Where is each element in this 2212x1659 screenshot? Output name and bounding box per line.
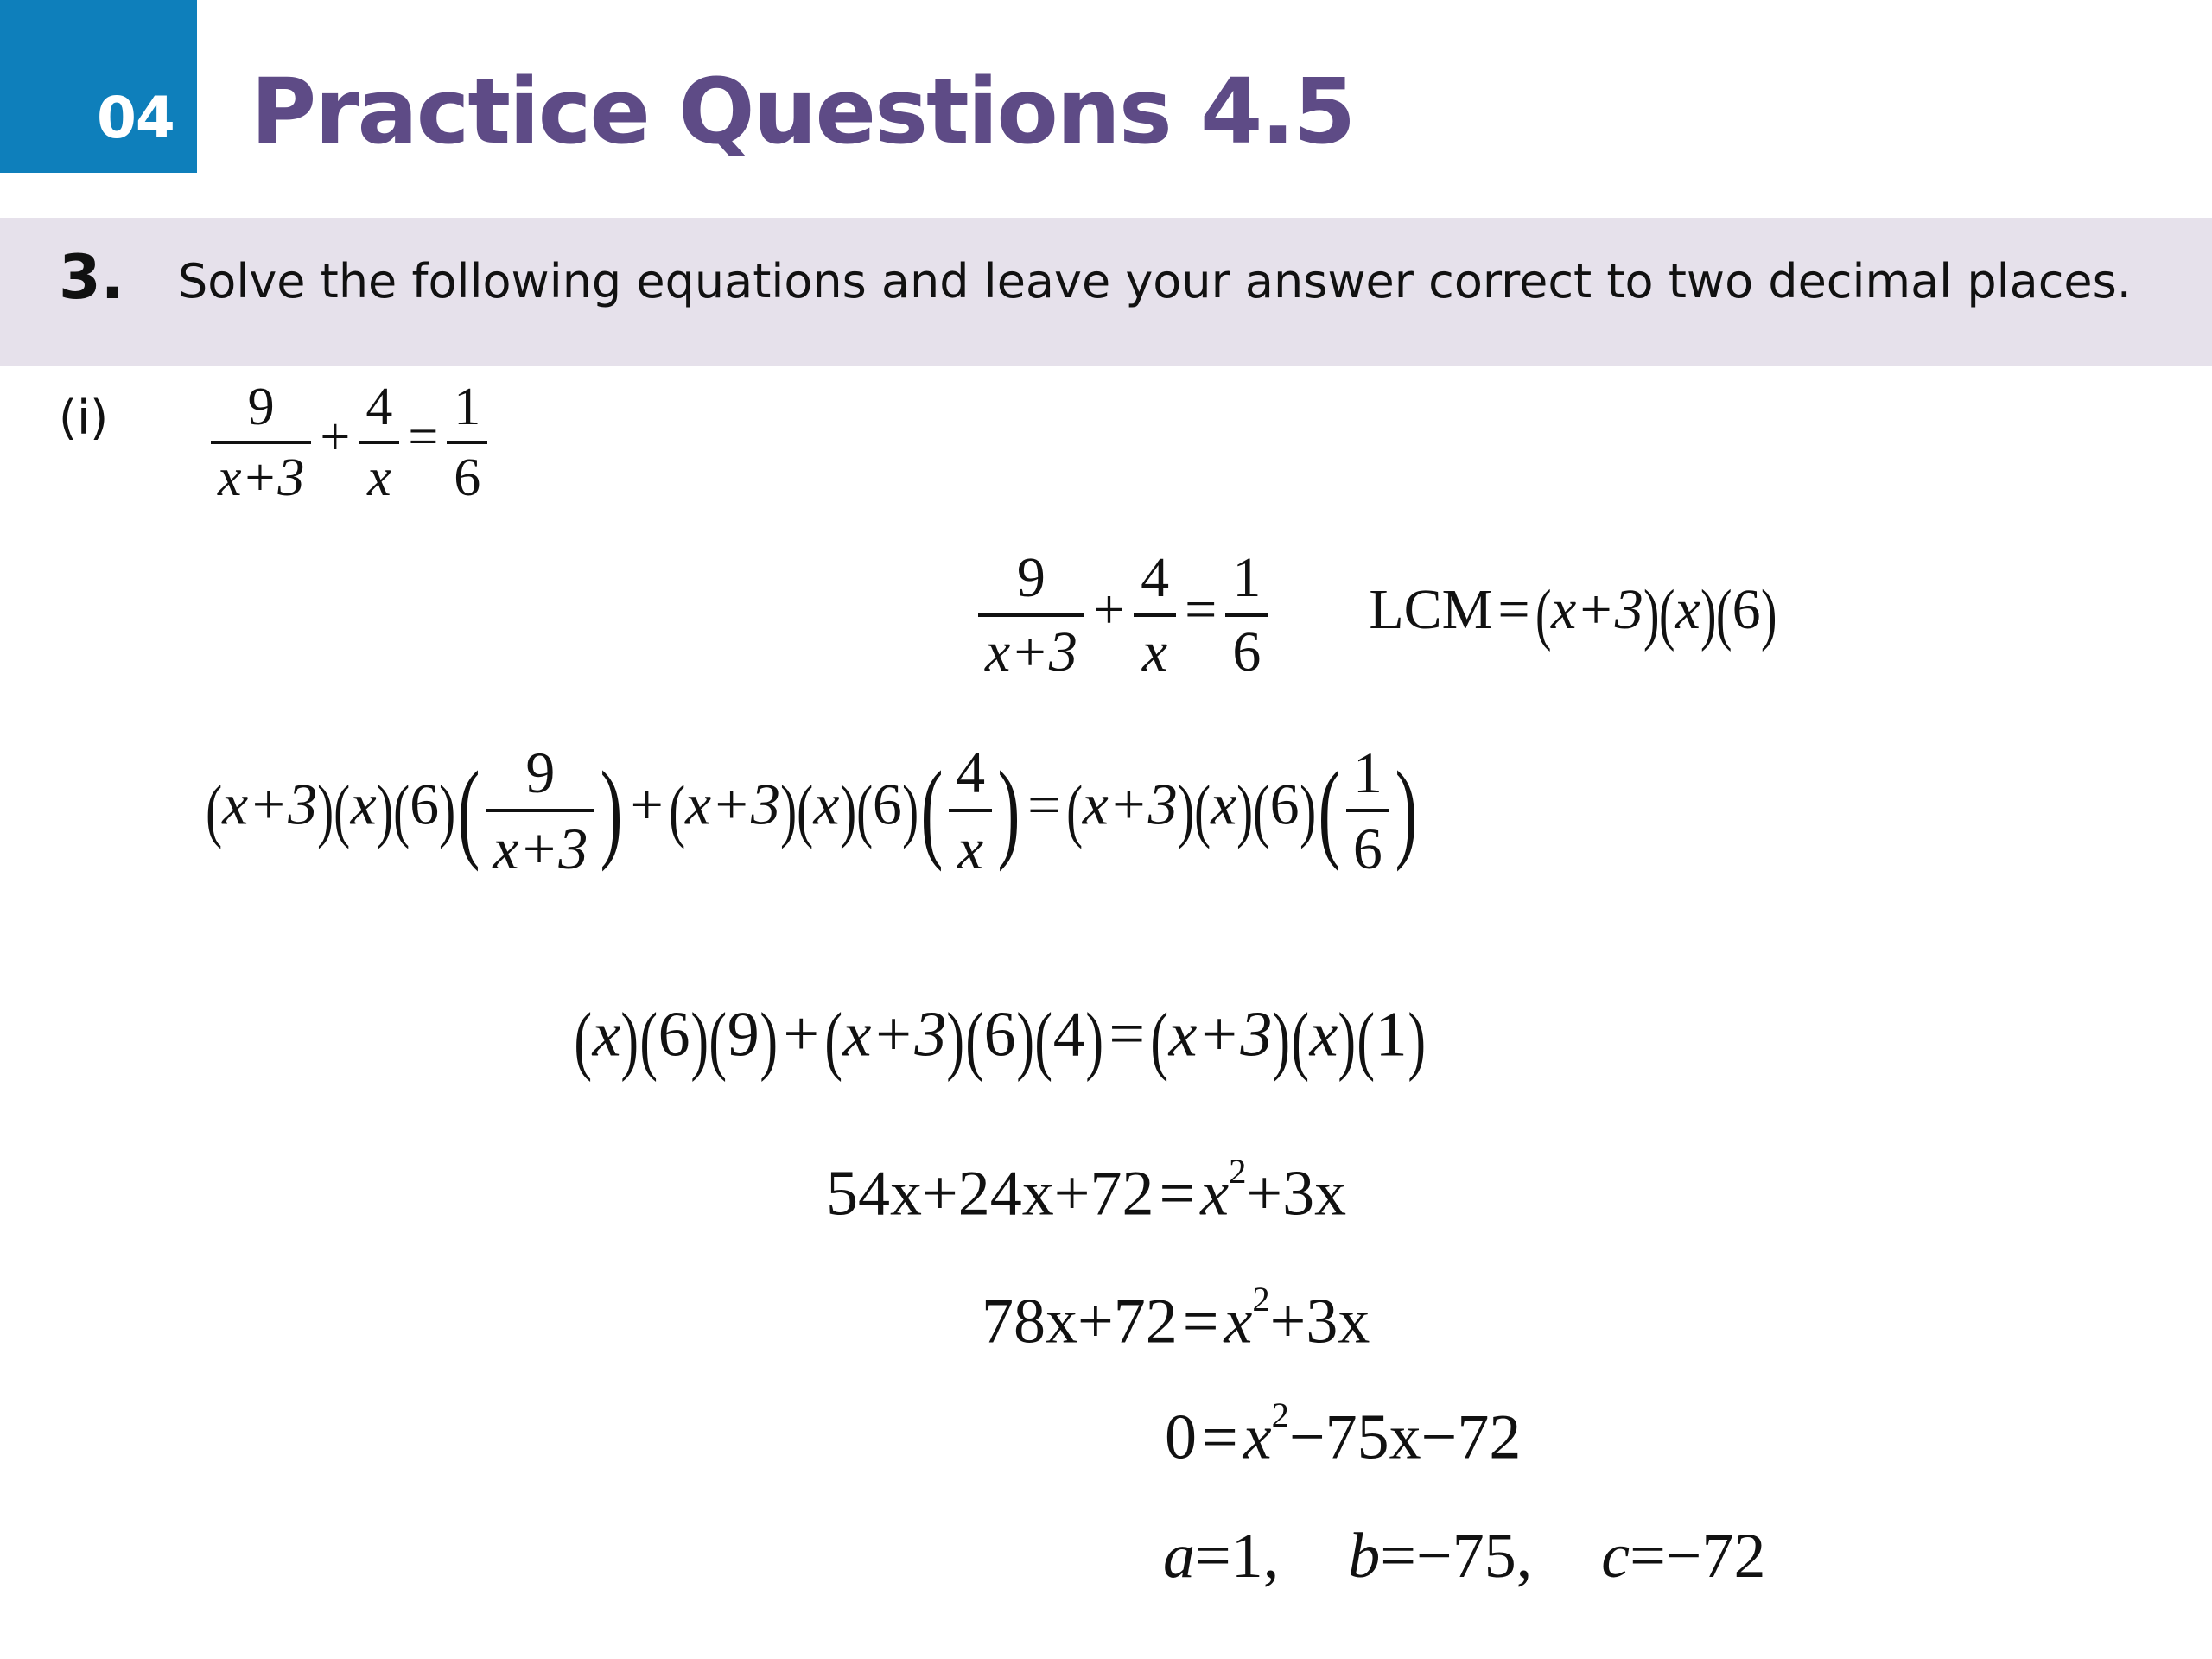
fraction: $\frac{4}{x}$ <box>1134 550 1176 681</box>
part-label: (i) <box>59 391 109 445</box>
chapter-number: 04 <box>97 85 175 151</box>
fraction: $\frac{9}{x+3}$ <box>978 550 1084 681</box>
question-number: 3. <box>59 242 124 313</box>
fraction: $\frac{1}{6}$ <box>1225 550 1268 681</box>
fraction: $\frac{1}{6}$ <box>1346 743 1389 878</box>
lcm-label: LCM <box>1369 578 1493 642</box>
fraction: $\frac{9}{x+3}$ <box>486 743 594 878</box>
step-3-equation: (x)(6)(9)+(x+3)(6)(4)=(x+3)(x)(1) <box>574 998 1426 1083</box>
coefficients-line: a=1, b=−75, c=−72 <box>1163 1521 1766 1592</box>
question-text: Solve the following equations and leave your answer correct to two decimal places. <box>178 254 2132 308</box>
fraction: $\frac{4}{x}$ <box>359 380 399 505</box>
fraction: $\frac{9}{x+3}$ <box>211 380 311 505</box>
step-6-equation: $0=x^2-75x-72$ <box>1165 1395 1522 1473</box>
step-4-equation: $54x+24x+72=x^2+3x$ <box>826 1152 1347 1230</box>
step-5-equation: $78x+72=x^2+3x$ <box>982 1280 1370 1357</box>
fraction: $\frac{4}{x}$ <box>949 743 992 878</box>
step-2-equation: (x+3)(x)(6)( $\frac{9}{x+3}$ ) +(x+3)(x)(6)( $\frac{4}{x}$ ) =(x+3)(x)(6)( $\frac{1}{6}$ ) <box>206 740 1418 881</box>
given-equation: $\frac{9}{x+3}$ + $\frac{4}{x}$ = $\frac{1}{6}$ <box>207 380 491 505</box>
step-1-equation: $\frac{9}{x+3}$ + $\frac{4}{x}$ = $\frac{1}{6}$ LCM=(x+3)(x)(6) <box>975 550 1777 681</box>
page-title: Practice Questions 4.5 <box>251 59 1355 164</box>
fraction: $\frac{1}{6}$ <box>447 380 487 505</box>
